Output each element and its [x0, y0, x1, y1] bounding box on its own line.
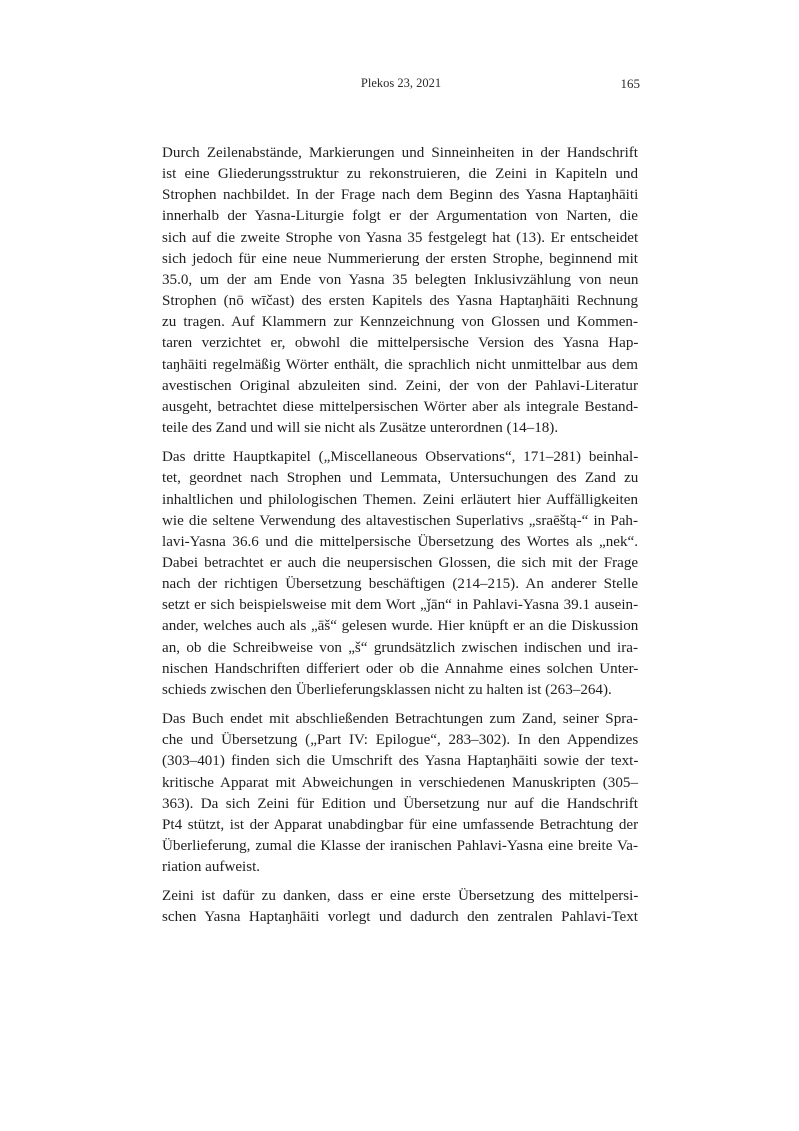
- text-line: Durch Zeilenabstände, Markierungen und Sinneinheiten in der Handschrift: [162, 145, 638, 161]
- paragraph-4: [162, 886, 638, 928]
- text-line: an, ob die Schreibweise von „š“ grundsätzlich zwischen indischen und ira-: [162, 639, 638, 656]
- text-line: Pt4 stützt, ist der Apparat unabdingbar für eine umfassende Betrachtung der: [162, 816, 639, 833]
- text-line: 363). Da sich Zeini für Edition und Übersetzung nur auf die Handschrift: [162, 795, 638, 812]
- paragraph-2: [162, 447, 638, 701]
- body-text: [162, 143, 638, 937]
- text-line: Das Buch endet mit abschließenden Betrachtungen zum Zand, seiner Spra-: [162, 711, 638, 728]
- journal-citation: Plekos 23, 2021: [360, 76, 442, 90]
- text-line: Strophen (nō wīčast) des ersten Kapitels des Yasna Haptaŋhāiti Rechnung: [162, 293, 638, 310]
- text-line: ist eine Gliederungsstruktur zu rekonstruieren, die Zeini in Kapiteln und: [162, 166, 638, 183]
- text-line: (303–401) finden sich die Umschrift des Yasna Haptaŋhāiti sowie der text-: [162, 753, 639, 770]
- text-line: schen Yasna Haptaŋhāiti vorlegt und dadurch den zentralen Pahlavi-Text: [162, 909, 638, 926]
- text-line: inhaltlichen und philologischen Themen. Zeini erläutert hier Auffälligkeiten: [162, 491, 638, 508]
- text-line: sich jedoch für eine neue Nummerierung der ersten Strophe, beginnend mit: [162, 250, 638, 267]
- text-line: che und Übersetzung („Part IV: Epilogue“, 283–302). In den Appendizes: [162, 732, 639, 749]
- paragraph-1: [162, 143, 638, 439]
- text-line: tet, geordnet nach Strophen und Lemmata, Untersuchungen des Zand zu: [162, 470, 639, 487]
- text-line: kritische Apparat mit Abweichungen in verschiedenen Manuskripten (305–: [162, 774, 638, 791]
- text-line: wie die seltene Verwendung des altavestischen Superlativs „sraēštą-“ in Pah-: [162, 512, 638, 529]
- text-line: nischen Handschriften differiert oder ob die Annahme eines solchen Unter-: [162, 660, 639, 677]
- text-line: Zeini ist dafür zu danken, dass er eine erste Übersetzung des mittelpersi-: [162, 888, 639, 905]
- running-head: [162, 76, 640, 94]
- text-line: riation aufweist.: [162, 859, 261, 876]
- text-line: sich auf die zweite Strophe von Yasna 35 festgelegt hat (13). Er entscheidet: [162, 229, 639, 246]
- page-number: 165: [620, 76, 640, 91]
- text-line: schieds zwischen den Überlieferungsklassen nicht zu halten ist (263–264).: [162, 681, 612, 698]
- text-line: innerhalb der Yasna-Liturgie folgt er der Argumentation von Narten, die: [162, 208, 638, 225]
- text-line: 35.0, um der am Ende von Yasna 35 belegten Inklusivzählung von neun: [162, 271, 639, 288]
- text-line: teile des Zand und will sie nicht als Zusätze unterordnen (14–18).: [162, 420, 559, 437]
- text-line: ander, welches auch als „āš“ gelesen wurde. Hier knüpft er an die Diskussion: [162, 618, 639, 635]
- text-line: Dabei betrachtet er auch die neupersischen Glossen, die sich mit der Frage: [162, 554, 639, 571]
- paragraph-3: [162, 709, 638, 878]
- text-line: Strophen nachbildet. In der Frage nach dem Beginn des Yasna Haptaŋhāiti: [162, 187, 639, 204]
- text-line: Überlieferung, zumal die Klasse der iranischen Pahlavi-Yasna eine breite Va-: [162, 838, 638, 854]
- text-line: avestischen Original abzuleiten sind. Zeini, der von der Pahlavi-Literatur: [162, 377, 638, 394]
- text-line: setzt er sich beispielsweise mit dem Wort „ǰān“ in Pahlavi-Yasna 39.1 ausein-: [162, 597, 639, 614]
- text-line: zu tragen. Auf Klammern zur Kennzeichnung von Glossen und Kommen-: [162, 314, 638, 331]
- text-line: taren verzichtet er, obwohl die mittelpersische Version des Yasna Hap-: [162, 335, 639, 352]
- text-line: taŋhāiti regelmäßig Wörter enthält, die sprachlich nicht unmittelbar aus dem: [162, 356, 638, 373]
- text-line: lavi-Yasna 36.6 und die mittelpersische Übersetzung des Wortes als „nek“.: [162, 533, 638, 550]
- text-line: Das dritte Hauptkapitel („Miscellaneous Observations“, 171–281) beinhal-: [162, 449, 639, 466]
- text-line: ausgeht, betrachtet diese mittelpersischen Wörter aber als integrale Bestand-: [162, 398, 639, 415]
- text-line: nach der richtigen Übersetzung beschäftigen (214–215). An anderer Stelle: [162, 576, 639, 593]
